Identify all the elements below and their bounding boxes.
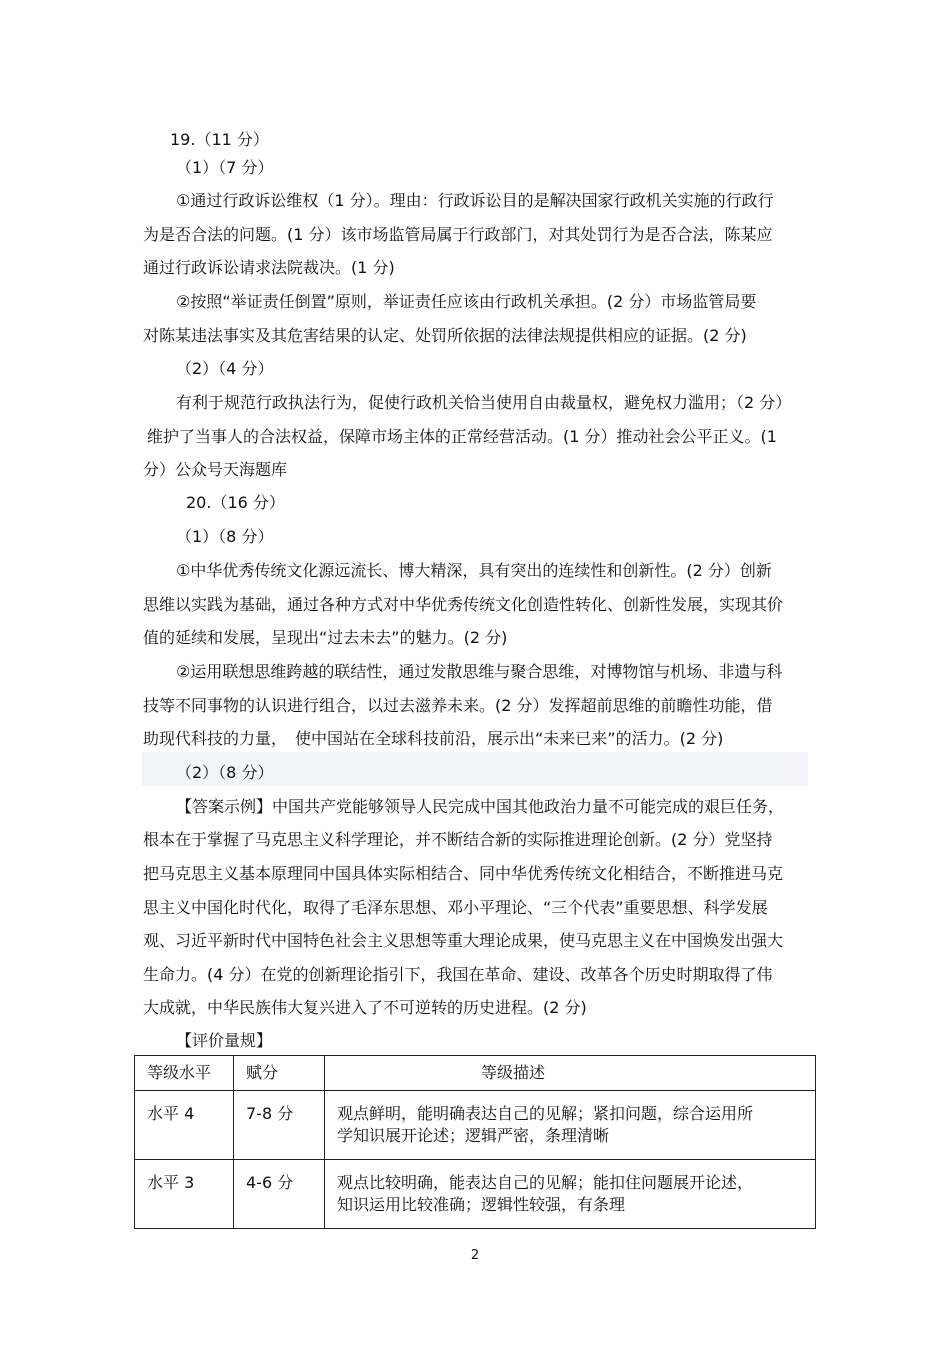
q20-answer-line3: 把马克思主义基本原理同中国具体实际相结合、同中华优秀传统文化相结合，不断推进马克 <box>143 864 784 883</box>
rubric-desc-line1: 观点鲜明，能明确表达自己的见解；紧扣问题，综合运用所 <box>337 1104 754 1123</box>
rubric-table <box>134 1055 816 1229</box>
q20-answer-line5: 观、习近平新时代中国特色社会主义思想等重大理论成果，使马克思主义在中国焕发出强大 <box>143 931 784 950</box>
q20-p2-line1: ②运用联想思维跨越的联结性，通过发散思维与聚合思维，对博物馆与机场、非遗与科 <box>176 662 783 681</box>
q20-p1-line1: ①中华优秀传统文化源远流长、博大精深，具有突出的连续性和创新性。(2 分）创新 <box>176 561 772 580</box>
table-row <box>135 1091 816 1160</box>
rubric-level: 水平 4 <box>147 1104 195 1123</box>
q20-header: 20.（16 分） <box>186 493 285 512</box>
q19-part1-header: （1）（7 分） <box>176 158 274 177</box>
q19-part2-header: （2）（4 分） <box>176 359 274 378</box>
rubric-desc <box>337 1091 815 1147</box>
q19-p3-line1: 有利于规范行政执法行为，促使行政机关恰当使用自由裁量权，避免权力滥用；（2 分） <box>176 393 792 412</box>
q20-answer-line2: 根本在于掌握了马克思主义科学理论，并不断结合新的实际推进理论创新。(2 分）党坚持 <box>143 830 773 849</box>
rubric-header-desc: 等级描述 <box>325 1056 816 1091</box>
q20-answer-line7: 大成就，中华民族伟大复兴进入了不可逆转的历史进程。(2 分) <box>143 998 587 1017</box>
q19-p2-line2: 对陈某违法事实及其危害结果的认定、处罚所依据的法律法规提供相应的证据。(2 分) <box>143 326 747 345</box>
rubric-header-score: 赋分 <box>234 1056 325 1091</box>
q20-p1-line2: 思维以实践为基础，通过各种方式对中华优秀传统文化创造性转化、创新性发展，实现其价 <box>143 595 784 614</box>
q19-p2-line1: ②按照“举证责任倒置”原则，举证责任应该由行政机关承担。(2 分）市场监管局要 <box>176 292 757 311</box>
rubric-desc <box>337 1160 815 1216</box>
page-number: 2 <box>470 1248 480 1263</box>
q20-p2-line3: 助现代科技的力量， 使中国站在全球科技前沿，展示出“未来已来”的活力。(2 分) <box>143 729 724 748</box>
rubric-header-row <box>135 1056 816 1091</box>
rubric-desc-line2: 学知识展开论述；逻辑严密，条理清晰 <box>337 1126 610 1145</box>
rubric-score: 4-6 分 <box>246 1173 294 1192</box>
q19-p3-line3: 分）公众号天海题库 <box>143 460 288 479</box>
q20-p1-line3: 值的延续和发展，呈现出“过去未去”的魅力。(2 分) <box>143 628 508 647</box>
q20-answer-line6: 生命力。(4 分）在党的创新理论指引下，我国在革命、建设、改革各个历史时期取得了伟 <box>143 965 773 984</box>
rubric-level: 水平 3 <box>147 1173 195 1192</box>
rubric-title: 【评价量规】 <box>176 1031 273 1050</box>
q19-p1-line1: ①通过行政诉讼维权（1 分）。理由：行政诉讼目的是解决国家行政机关实施的行政行 <box>176 191 774 210</box>
rubric-score: 7-8 分 <box>246 1104 294 1123</box>
q20-answer-line1: 【答案示例】中国共产党能够领导人民完成中国其他政治力量不可能完成的艰巨任务， <box>176 797 785 816</box>
q20-answer-line4: 思主义中国化时代化，取得了毛泽东思想、邓小平理论、“三个代表”重要思想、科学发展 <box>143 898 768 917</box>
rubric-header-level: 等级水平 <box>135 1056 234 1091</box>
table-row <box>135 1160 816 1229</box>
q19-p1-line2: 为是否合法的问题。(1 分）该市场监管局属于行政部门，对其处罚行为是否合法，陈某应 <box>143 225 773 244</box>
rubric-desc-line1: 观点比较明确，能表达自己的见解；能扣住问题展开论述， <box>337 1173 754 1192</box>
rubric-desc-line2: 知识运用比较准确；逻辑性较强，有条理 <box>337 1195 626 1214</box>
q19-p1-line3: 通过行政诉讼请求法院裁决。(1 分) <box>143 258 395 277</box>
q20-part2-header: （2）（8 分） <box>176 763 274 782</box>
q20-p2-line2: 技等不同事物的认识进行组合，以过去滋养未来。(2 分）发挥超前思维的前瞻性功能，借 <box>143 696 773 715</box>
q19-p3-line2: 维护了当事人的合法权益，保障市场主体的正常经营活动。(1 分）推动社会公平正义。(1 <box>147 427 777 446</box>
q20-part1-header: （1）（8 分） <box>176 527 274 546</box>
q19-header: 19.（11 分） <box>170 130 269 149</box>
